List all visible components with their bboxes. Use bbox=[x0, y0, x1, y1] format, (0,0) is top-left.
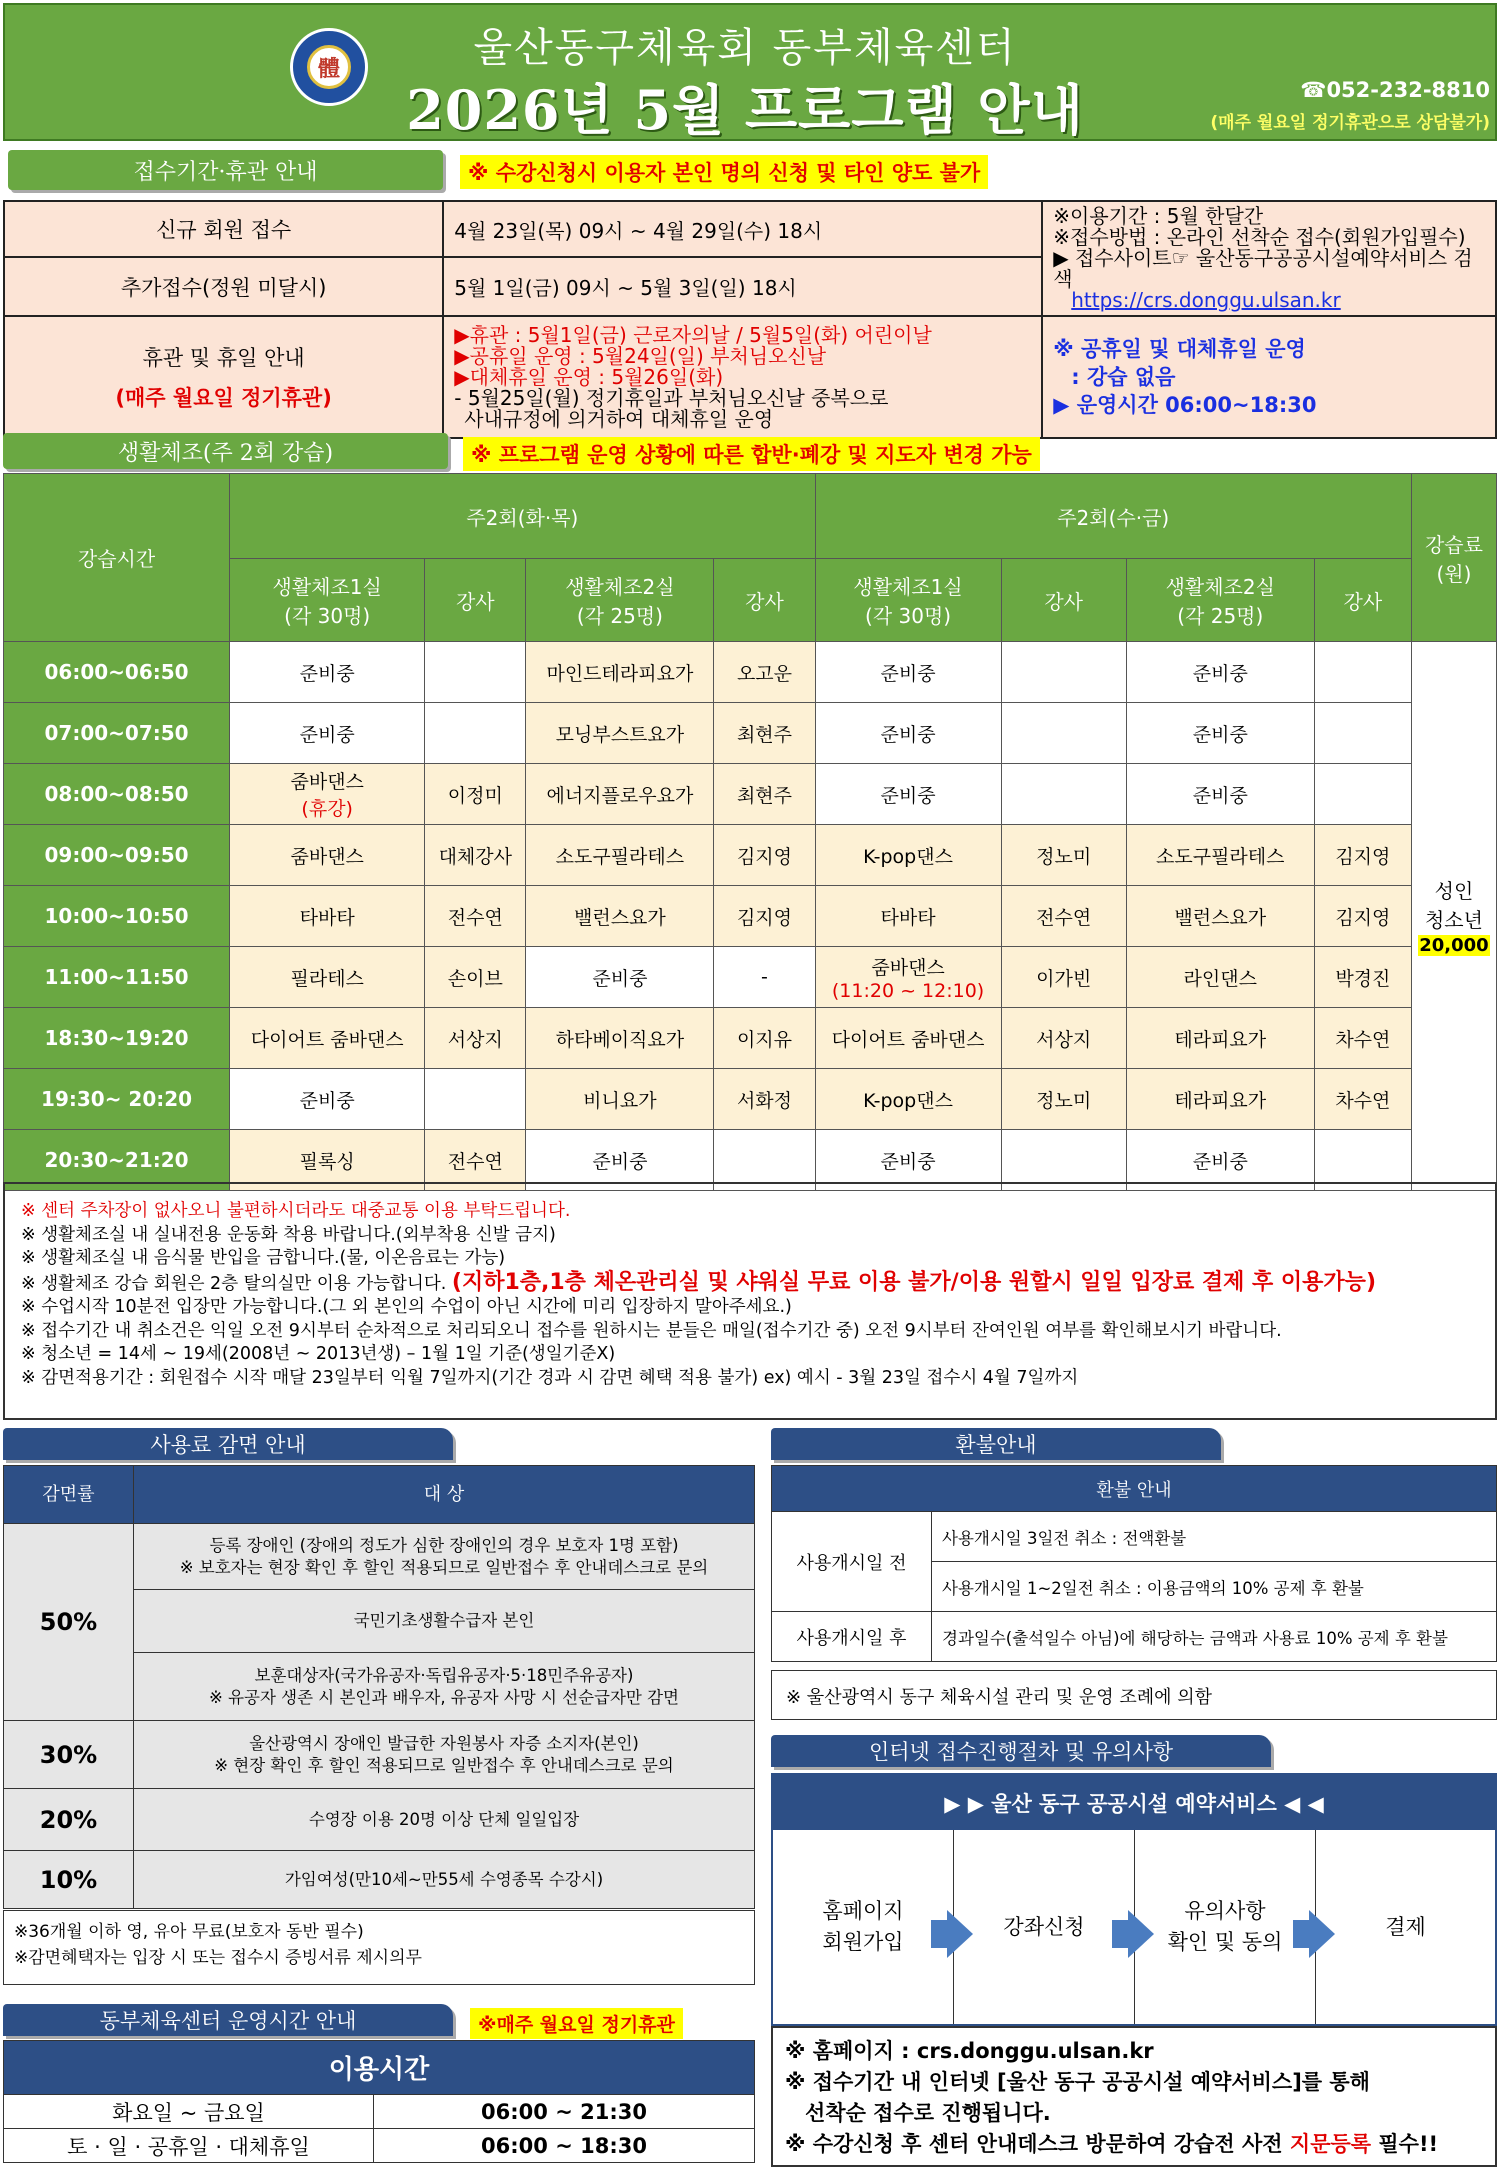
instructor-cell bbox=[1314, 642, 1411, 703]
time-slot: 06:00~06:50 bbox=[4, 642, 230, 703]
before-use-label: 사용개시일 전 bbox=[772, 1512, 932, 1612]
class-name: 준비중 bbox=[1192, 662, 1248, 685]
fingerprint-end: 필수!! bbox=[1371, 2132, 1439, 2156]
time-header: 강습시간 bbox=[4, 474, 230, 642]
class-cell bbox=[526, 1008, 714, 1069]
class-name: 준비중 bbox=[299, 1089, 355, 1112]
time-slot: 10:00~10:50 bbox=[4, 886, 230, 947]
class-cell bbox=[815, 886, 1001, 947]
class-name: 다이어트 줌바댄스 bbox=[250, 1028, 404, 1051]
class-cell bbox=[230, 1008, 425, 1069]
closed-sublabel: (매주 월요일 정기휴관) bbox=[115, 386, 332, 410]
instructor-cell bbox=[1001, 947, 1126, 1008]
class-name: 라인댄스 bbox=[1183, 967, 1257, 990]
note-discount-period: ※ 감면적용기간 : 회원접수 시작 매달 23일부터 익월 7일까지(기간 경과 시 감면 혜택 적용 불가) ex) 예시 - 3월 23일 접수시 4월 7일까지 bbox=[21, 1367, 1079, 1388]
target-veterans-text: 보훈대상자(국가유공자·독립유공자·5·18민주유공자) bbox=[254, 1665, 634, 1685]
target-disabled bbox=[134, 1524, 755, 1590]
class-cell bbox=[1126, 886, 1314, 947]
class-name: 준비중 bbox=[1192, 723, 1248, 746]
class-name: 테라피요가 bbox=[1174, 1028, 1267, 1051]
class-note: (휴강) bbox=[301, 798, 353, 820]
instructor-name: 김지영 bbox=[1335, 845, 1391, 868]
instructor-cell bbox=[1001, 764, 1126, 825]
discount-section-tab: 사용료 감면 안내 bbox=[3, 1428, 453, 1460]
class-cell bbox=[1126, 764, 1314, 825]
time-slot: 09:00~09:50 bbox=[4, 825, 230, 886]
holiday-line-3: ▶ 운영시간 06:00~18:30 bbox=[1053, 393, 1317, 417]
instructor-cell bbox=[714, 1069, 815, 1130]
flow-arrow-icon bbox=[1112, 1920, 1128, 1948]
instructor-name: 차수연 bbox=[1335, 1028, 1391, 1051]
instructor-cell bbox=[714, 764, 815, 825]
holiday-info bbox=[1042, 316, 1496, 438]
fingerprint-note bbox=[785, 2129, 1483, 2160]
rate-20: 20% bbox=[4, 1789, 134, 1851]
schedule-row bbox=[4, 1008, 1497, 1069]
closed-line-1: ▶휴관 : 5월1일(금) 근로자의날 / 5월5일(화) 어린이날 bbox=[454, 322, 932, 347]
class-cell bbox=[230, 703, 425, 764]
program-table bbox=[3, 473, 1497, 1191]
time-slot: 20:30~21:20 bbox=[4, 1130, 230, 1191]
class-name: 준비중 bbox=[299, 723, 355, 746]
step-signup: 홈페이지 회원가입 bbox=[773, 1830, 954, 2024]
class-name: 필록싱 bbox=[299, 1150, 355, 1173]
instructor-name: 차수연 bbox=[1335, 1089, 1391, 1112]
instructor-cell bbox=[714, 642, 815, 703]
class-cell bbox=[1126, 947, 1314, 1008]
class-name: 준비중 bbox=[1192, 784, 1248, 807]
closed-details bbox=[443, 316, 1042, 438]
class-cell bbox=[815, 1008, 1001, 1069]
reservation-link[interactable]: https://crs.donggu.ulsan.kr bbox=[1071, 288, 1341, 312]
class-name: 준비중 bbox=[1192, 1150, 1248, 1173]
instructor-cell bbox=[425, 886, 526, 947]
schedule-row bbox=[4, 764, 1497, 825]
instructor-name: 전수연 bbox=[447, 906, 503, 929]
hours-header: 이용시간 bbox=[4, 2041, 755, 2095]
instructor-cell bbox=[714, 947, 815, 1008]
instructor-cell bbox=[1314, 947, 1411, 1008]
class-cell bbox=[815, 764, 1001, 825]
note-lockers-text: ※ 생활체조 강습 회원은 2층 탈의실만 이용 가능합니다. bbox=[21, 1273, 447, 1294]
instructor-cell bbox=[1314, 1008, 1411, 1069]
additional-period: 5월 1일(금) 09시 ~ 5월 3일(일) 18시 bbox=[443, 257, 1042, 316]
new-member-period: 4월 23일(목) 09시 ~ 4월 29일(수) 18시 bbox=[443, 201, 1042, 257]
refund-3days: 사용개시일 3일전 취소 : 전액환불 bbox=[932, 1512, 1497, 1562]
target-group: 수영장 이용 20명 이상 단체 일일입장 bbox=[134, 1789, 755, 1851]
logo-emblem: 體 bbox=[307, 45, 351, 89]
time-slot: 11:00~11:50 bbox=[4, 947, 230, 1008]
instructor-cell bbox=[714, 1008, 815, 1069]
class-cell bbox=[1126, 703, 1314, 764]
reception-warning: ※ 수강신청시 이용자 본인 명의 신청 및 타인 양도 불가 bbox=[460, 155, 988, 189]
instructor-cell bbox=[425, 764, 526, 825]
class-cell bbox=[230, 642, 425, 703]
instructor-name: 정노미 bbox=[1036, 845, 1092, 868]
instructor-name: 서상지 bbox=[447, 1028, 503, 1051]
instructor-cell bbox=[1314, 886, 1411, 947]
class-cell bbox=[526, 642, 714, 703]
hours-table bbox=[3, 2040, 755, 2163]
instructor-header: 강사 bbox=[1314, 559, 1411, 642]
usage-period: ※이용기간 : 5월 한달간 bbox=[1053, 204, 1264, 228]
class-cell bbox=[815, 703, 1001, 764]
instructor-cell bbox=[425, 1069, 526, 1130]
infant-note: ※36개월 이하 영, 유아 무료(보호자 동반 필수) bbox=[14, 1922, 364, 1942]
class-cell bbox=[526, 947, 714, 1008]
proof-note: ※감면혜택자는 입장 시 또는 접수시 증빙서류 제시의무 bbox=[14, 1948, 422, 1968]
instructor-name: 김지영 bbox=[736, 906, 793, 929]
target-women: 가임여성(만10세~만55세 수영종목 수강시) bbox=[134, 1851, 755, 1909]
class-name: 줌바댄스 bbox=[871, 956, 945, 979]
additional-label: 추가접수(정원 미달시) bbox=[4, 257, 443, 316]
refund-note: ※ 울산광역시 동구 체육시설 관리 및 운영 조례에 의함 bbox=[771, 1670, 1497, 1720]
target-veterans-note: ※ 유공자 생존 시 본인과 배우자, 유공자 사망 시 선순급자만 감면 bbox=[209, 1687, 679, 1707]
instructor-name: - bbox=[761, 966, 768, 988]
flow-arrow-icon bbox=[1293, 1920, 1309, 1948]
instructor-name: 최현주 bbox=[736, 784, 793, 807]
closed-line-4: - 5월25일(월) 정기휴일과 부처님오신날 중복으로 bbox=[454, 385, 889, 410]
homepage-note: ※ 홈페이지 : crs.donggu.ulsan.kr bbox=[785, 2039, 1154, 2063]
refund-section-tab: 환불안내 bbox=[771, 1428, 1221, 1460]
weekday-hours: 06:00 ~ 21:30 bbox=[374, 2095, 755, 2129]
refund-after: 경과일수(출석일수 아님)에 해당하는 금액과 사용료 10% 공제 후 환불 bbox=[932, 1612, 1497, 1662]
class-name: 모닝부스트요가 bbox=[555, 723, 685, 746]
instructor-header: 강사 bbox=[714, 559, 815, 642]
class-cell bbox=[1126, 1008, 1314, 1069]
class-name: 준비중 bbox=[592, 967, 648, 990]
instructor-name: 최현주 bbox=[736, 723, 793, 746]
phone-note: (매주 월요일 정기휴관으로 상담불가) bbox=[1210, 113, 1490, 133]
class-name: 밸런스요가 bbox=[574, 906, 666, 929]
instructor-name: 서화정 bbox=[736, 1089, 793, 1112]
class-cell bbox=[526, 764, 714, 825]
instructor-cell bbox=[1001, 825, 1126, 886]
instructor-cell bbox=[425, 1008, 526, 1069]
rate-header: 감면률 bbox=[4, 1466, 134, 1524]
flow-header: ▶ ▶ 울산 동구 공공시설 예약서비스 ◀ ◀ bbox=[773, 1775, 1495, 1830]
instructor-cell bbox=[1001, 642, 1126, 703]
program-notes bbox=[3, 1182, 1497, 1420]
class-name: 준비중 bbox=[592, 1150, 648, 1173]
sports-council-logo bbox=[290, 28, 368, 106]
class-name: 소도구필라테스 bbox=[555, 845, 685, 868]
class-name: 필라테스 bbox=[290, 967, 364, 990]
reception-method: ※접수방법 : 온라인 선착순 접수(회원가입필수) bbox=[1053, 225, 1466, 249]
closed-line-3: ▶대체휴일 운영 : 5월26일(화) bbox=[454, 364, 724, 389]
class-name: K-pop댄스 bbox=[863, 845, 953, 868]
instructor-name: 오고운 bbox=[736, 662, 793, 685]
class-cell bbox=[1126, 1069, 1314, 1130]
fee-header: 강습료(원) bbox=[1411, 474, 1496, 642]
room2-header: 생활체조2실 (각 25명) bbox=[526, 559, 714, 642]
class-name: 준비중 bbox=[880, 723, 936, 746]
instructor-cell bbox=[425, 703, 526, 764]
class-name: 하타베이직요가 bbox=[555, 1028, 685, 1051]
class-cell bbox=[526, 886, 714, 947]
time-slot: 19:30~ 20:20 bbox=[4, 1069, 230, 1130]
fingerprint-text: ※ 수강신청 후 센터 안내데스크 방문하여 강습전 사전 bbox=[785, 2132, 1290, 2156]
phone-number: ☎052-232-8810 bbox=[1300, 78, 1490, 102]
instructor-name: 김지영 bbox=[736, 845, 793, 868]
instructor-header: 강사 bbox=[425, 559, 526, 642]
class-note: (11:20 ~ 12:10) bbox=[831, 979, 985, 1002]
schedule-row bbox=[4, 1069, 1497, 1130]
instructor-header: 강사 bbox=[1001, 559, 1126, 642]
class-cell bbox=[1126, 825, 1314, 886]
schedule-row bbox=[4, 947, 1497, 1008]
instructor-cell bbox=[714, 703, 815, 764]
class-name: 타바타 bbox=[299, 906, 355, 929]
rate-30: 30% bbox=[4, 1721, 134, 1789]
class-name: 비니요가 bbox=[583, 1089, 657, 1112]
note-food: ※ 생활체조실 내 음식물 반입을 금합니다.(물, 이온음료는 가능) bbox=[21, 1248, 506, 1268]
reception-site: ▶ 접수사이트☞ 울산동구공공시설예약서비스 검색 bbox=[1053, 246, 1473, 291]
closed-line-5: 사내규정에 의거하여 대체휴일 운영 bbox=[464, 406, 774, 431]
note-lockers-warning: (지하1층,1층 체온관리실 및 샤워실 무료 이용 불가/이용 원할시 일일 입장료 결제 후 이용가능) bbox=[451, 1269, 1376, 1295]
room1-header: 생활체조1실 (각 30명) bbox=[815, 559, 1001, 642]
class-name: 테라피요가 bbox=[1174, 1089, 1267, 1112]
program-warning: ※ 프로그램 운영 상황에 따른 합반·폐강 및 지도자 변경 가능 bbox=[463, 437, 1040, 471]
class-name: 줌바댄스 bbox=[290, 845, 364, 868]
note-shoes: ※ 생활체조실 내 실내전용 운동화 착용 바랍니다.(외부착용 신발 금지) bbox=[21, 1224, 556, 1245]
closed-line-2: ▶공휴일 운영 : 5월24일(일) 부처님오신날 bbox=[454, 343, 827, 368]
note-youth: ※ 청소년 = 14세 ~ 19세(2008년 ~ 2013년생) – 1월 1일 기준(생일기준X) bbox=[21, 1344, 616, 1364]
note-entry: ※ 수업시작 10분전 입장만 가능합니다.(그 외 본인의 수업이 아닌 시간에 미리 입장하지 말아주세요.) bbox=[21, 1297, 792, 1317]
note-cancel: ※ 접수기간 내 취소건은 익일 오전 9시부터 순차적으로 처리되오니 접수를 원하시는 분들은 매일(접수기간 중) 오전 9시부터 잔여인원 여부를 확인해보시기 바랍니다. bbox=[21, 1320, 1282, 1341]
online-section-tab: 인터넷 접수진행절차 및 유의사항 bbox=[771, 1735, 1271, 1767]
class-name: 마인드테라피요가 bbox=[546, 662, 694, 685]
instructor-name: 김지영 bbox=[1335, 906, 1391, 929]
class-cell bbox=[230, 764, 425, 825]
instructor-name: 박경진 bbox=[1335, 967, 1391, 990]
class-cell bbox=[230, 825, 425, 886]
class-cell bbox=[230, 947, 425, 1008]
instructor-name: 서상지 bbox=[1036, 1028, 1092, 1051]
target-basic-living: 국민기초생활수급자 본인 bbox=[134, 1590, 755, 1653]
class-cell bbox=[1126, 642, 1314, 703]
online-flow bbox=[771, 1773, 1497, 2026]
after-use-label: 사용개시일 후 bbox=[772, 1612, 932, 1662]
rate-50: 50% bbox=[4, 1524, 134, 1721]
class-name: K-pop댄스 bbox=[863, 1089, 953, 1112]
refund-header: 환불 안내 bbox=[772, 1466, 1497, 1512]
class-name: 준비중 bbox=[299, 662, 355, 685]
instructor-name: 정노미 bbox=[1036, 1089, 1092, 1112]
target-header: 대 상 bbox=[134, 1466, 755, 1524]
flow-arrow-icon bbox=[1309, 1910, 1335, 1958]
reception-table bbox=[3, 200, 1497, 439]
hours-section-tab: 동부체육센터 운영시간 안내 bbox=[3, 2004, 453, 2036]
instructor-cell bbox=[714, 886, 815, 947]
flow-arrow-icon bbox=[931, 1920, 947, 1948]
closed-label-cell bbox=[4, 316, 443, 438]
rate-10: 10% bbox=[4, 1851, 134, 1909]
class-cell bbox=[815, 825, 1001, 886]
instructor-name: 이가빈 bbox=[1036, 967, 1092, 990]
holiday-line-2: : 강습 없음 bbox=[1071, 365, 1176, 389]
target-volunteer-note: ※ 현장 확인 후 할인 적용되므로 일반접수 후 안내데스크로 문의 bbox=[214, 1755, 674, 1775]
instructor-cell bbox=[1001, 1069, 1126, 1130]
step-apply: 강좌신청 bbox=[954, 1830, 1135, 2024]
target-disabled-note: ※ 보호자는 현장 확인 후 할인 적용되므로 일반접수 후 안내데스크로 문의 bbox=[179, 1557, 709, 1577]
class-name: 준비중 bbox=[880, 1150, 936, 1173]
instructor-cell bbox=[714, 825, 815, 886]
closed-label: 휴관 및 휴일 안내 bbox=[142, 346, 305, 370]
schedule-row bbox=[4, 886, 1497, 947]
reception-section-tab: 접수기간·휴관 안내 bbox=[8, 150, 443, 190]
target-veterans bbox=[134, 1653, 755, 1721]
refund-table bbox=[771, 1465, 1497, 1662]
instructor-cell bbox=[425, 947, 526, 1008]
instructor-name: 대체강사 bbox=[438, 845, 512, 868]
weekend-hours: 06:00 ~ 18:30 bbox=[374, 2129, 755, 2163]
schedule-row bbox=[4, 703, 1497, 764]
refund-1-2days: 사용개시일 1~2일전 취소 : 이용금액의 10% 공제 후 환불 bbox=[932, 1562, 1497, 1612]
room2-header: 생활체조2실 (각 25명) bbox=[1126, 559, 1314, 642]
fingerprint-highlight: 지문등록 bbox=[1289, 2132, 1372, 2156]
online-note-2: 선착순 접수로 진행됩니다. bbox=[805, 2101, 1051, 2125]
class-name: 밸런스요가 bbox=[1174, 906, 1267, 929]
target-volunteer bbox=[134, 1721, 755, 1789]
holiday-line-1: ※ 공휴일 및 대체휴일 운영 bbox=[1053, 337, 1306, 361]
instructor-cell bbox=[1001, 703, 1126, 764]
group-tue-thu: 주2회(화·목) bbox=[230, 474, 815, 559]
program-section-tab: 생활체조(주 2회 강습) bbox=[3, 433, 448, 469]
fee-value: 20,000 bbox=[1419, 934, 1489, 956]
new-member-label: 신규 회원 접수 bbox=[4, 201, 443, 257]
instructor-cell bbox=[1314, 825, 1411, 886]
instructor-cell bbox=[1314, 764, 1411, 825]
note-lockers bbox=[21, 1271, 1479, 1297]
schedule-row bbox=[4, 642, 1497, 703]
class-name: 준비중 bbox=[880, 784, 936, 807]
class-name: 타바타 bbox=[880, 906, 936, 929]
class-cell bbox=[526, 825, 714, 886]
fee-cell bbox=[1411, 642, 1496, 1191]
discount-notes bbox=[3, 1910, 755, 1985]
instructor-name: 이지유 bbox=[736, 1028, 793, 1051]
time-slot: 07:00~07:50 bbox=[4, 703, 230, 764]
instructor-name: 전수연 bbox=[1036, 906, 1092, 929]
group-wed-fri: 주2회(수·금) bbox=[815, 474, 1411, 559]
flow-arrow-icon bbox=[947, 1910, 973, 1958]
instructor-name: 손이브 bbox=[447, 967, 503, 990]
center-name: 울산동구체육회 동부체육센터 bbox=[473, 25, 1017, 71]
weekend-label: 토 · 일 · 공휴일 · 대체휴일 bbox=[4, 2129, 374, 2163]
class-cell bbox=[815, 947, 1001, 1008]
class-cell bbox=[815, 1069, 1001, 1130]
class-name: 줌바댄스 bbox=[290, 771, 364, 793]
room1-header: 생활체조1실 (각 30명) bbox=[230, 559, 425, 642]
schedule-row bbox=[4, 825, 1497, 886]
class-name: 소도구필라테스 bbox=[1156, 845, 1285, 868]
class-cell bbox=[230, 1069, 425, 1130]
instructor-cell bbox=[1314, 1069, 1411, 1130]
instructor-cell bbox=[425, 825, 526, 886]
time-slot: 08:00~08:50 bbox=[4, 764, 230, 825]
class-name: 에너지플로우요가 bbox=[546, 784, 694, 807]
instructor-name: 이정미 bbox=[447, 784, 503, 807]
weekday-label: 화요일 ~ 금요일 bbox=[4, 2095, 374, 2129]
instructor-cell bbox=[1001, 1008, 1126, 1069]
instructor-cell bbox=[1314, 703, 1411, 764]
fee-label: 성인 청소년 bbox=[1424, 878, 1483, 932]
class-cell bbox=[526, 703, 714, 764]
instructor-name: 전수연 bbox=[447, 1150, 503, 1173]
class-name: 다이어트 줌바댄스 bbox=[831, 1028, 985, 1051]
flow-arrow-icon bbox=[1128, 1910, 1154, 1958]
hours-warning: ※매주 월요일 정기휴관 bbox=[470, 2008, 683, 2039]
class-name: 준비중 bbox=[880, 662, 936, 685]
instructor-cell bbox=[425, 642, 526, 703]
note-parking: ※ 센터 주차장이 없사오니 불편하시더라도 대중교통 이용 부탁드립니다. bbox=[21, 1201, 571, 1221]
usage-info bbox=[1042, 201, 1496, 316]
online-note-1: ※ 접수기간 내 인터넷 [울산 동구 공공시설 예약서비스]를 통해 bbox=[785, 2070, 1370, 2094]
time-slot: 18:30~19:20 bbox=[4, 1008, 230, 1069]
step-payment: 결제 bbox=[1385, 1914, 1426, 1939]
online-notes bbox=[771, 2026, 1497, 2167]
class-cell bbox=[815, 642, 1001, 703]
discount-table bbox=[3, 1465, 755, 1909]
step-agree: 유의사항 확인 및 동의 bbox=[1135, 1830, 1316, 2024]
class-cell bbox=[230, 886, 425, 947]
target-volunteer-text: 울산광역시 장애인 발급한 자원봉사 자증 소지자(본인) bbox=[249, 1733, 639, 1753]
class-cell bbox=[526, 1069, 714, 1130]
instructor-cell bbox=[1001, 886, 1126, 947]
page-title: 2026년 5월 프로그램 안내 bbox=[406, 78, 1084, 142]
target-disabled-text: 등록 장애인 (장애의 정도가 심한 장애인의 경우 보호자 1명 포함) bbox=[209, 1535, 679, 1555]
